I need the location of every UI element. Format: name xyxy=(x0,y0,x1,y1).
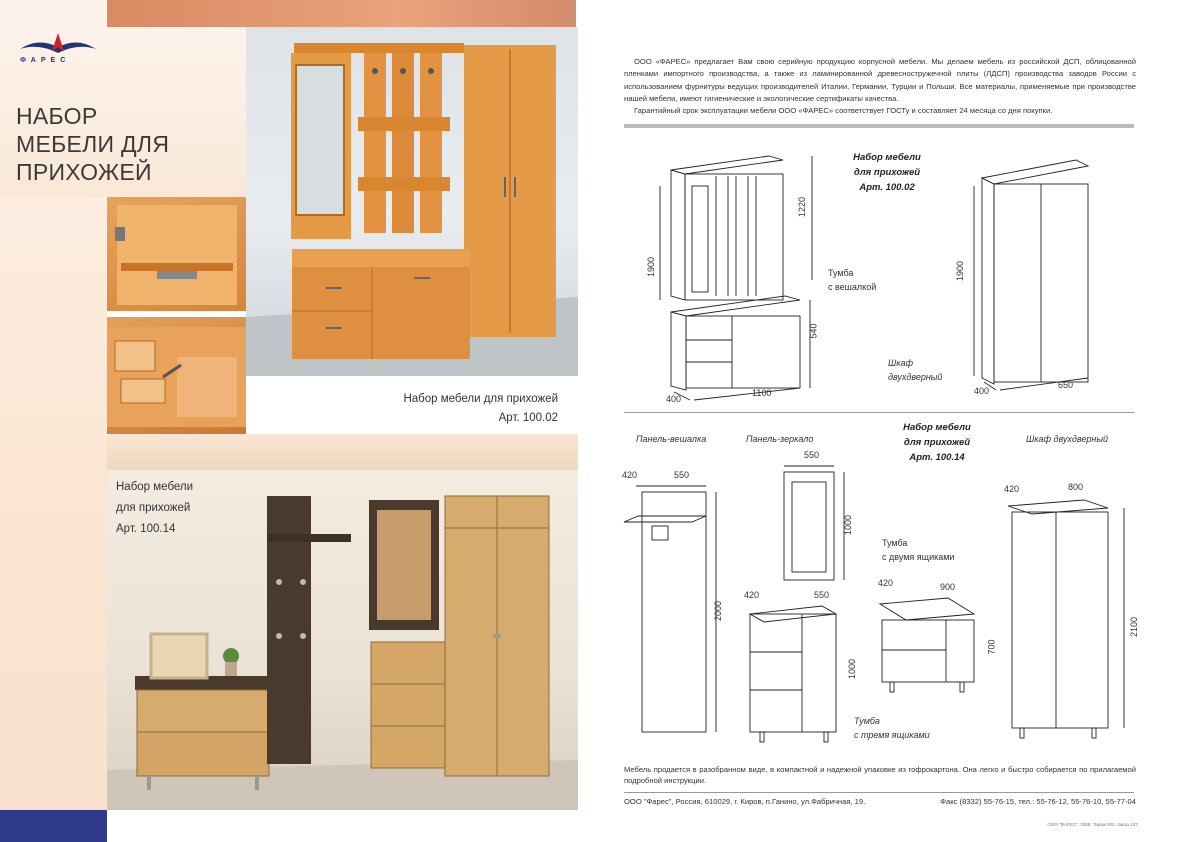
dim-1100: 1100 xyxy=(752,388,772,398)
footer-address: ООО "Фарес", Россия, 610029, г. Киров, п.Ганино, ул.Фабричная, 19. xyxy=(624,797,866,806)
caption-line: Набор мебели для прихожей xyxy=(403,393,558,405)
label-line: Тумба xyxy=(882,538,908,548)
imprint: ООО "ФАРЕС". 2008. Тираж 500. Заказ 247. xyxy=(1047,822,1139,827)
dim-400-wardrobe: 400 xyxy=(974,386,990,396)
dim-tumba3-550: 550 xyxy=(814,590,830,600)
dim-wardrobe-2100: 2100 xyxy=(1129,616,1140,638)
dim-tumba3-1000: 1000 xyxy=(847,658,858,680)
caption-line: Арт. 100.14 xyxy=(116,523,176,535)
label-tumba-s-veshalkoi xyxy=(828,266,876,294)
page-title-line: НАБОР xyxy=(16,103,98,129)
dim-400-tumba: 400 xyxy=(666,394,682,404)
logo-text: ФАРЕС xyxy=(20,57,71,64)
footer-note: Мебель продается в разобранном виде, в компактной и надежной упаковке из гофрокартона. Она легко и быстро собирается по прилагаемой подробной инструкции. xyxy=(624,765,1136,785)
dim-1220: 1220 xyxy=(797,196,808,218)
dim-panel-2000: 2000 xyxy=(713,600,724,622)
dim-mirror-550: 550 xyxy=(804,450,820,460)
title-line: Арт. 100.14 xyxy=(909,452,965,463)
label-line: с двумя ящиками xyxy=(882,552,955,562)
label-panel-veshalka: Панель-вешалка xyxy=(636,434,707,444)
label-line: Тумба xyxy=(854,716,880,726)
label-line: Шкаф xyxy=(888,358,914,368)
dim-wardrobe-800: 800 xyxy=(1068,482,1084,492)
middle-color-band xyxy=(107,434,578,470)
drawing-set-100-14 xyxy=(624,466,1124,742)
hallway-set-illustration xyxy=(246,27,578,376)
caption-set-100-14 xyxy=(116,477,193,540)
title-line: Набор мебели xyxy=(903,422,971,433)
footer-phones: Факс (8332) 55-76-15, тел.: 55-76-12, 55-76-10, 55-77-04 xyxy=(940,797,1136,806)
label-line: с тремя ящиками xyxy=(854,730,930,740)
dim-1900-hanger: 1900 xyxy=(646,256,657,278)
label-shkaf-dvukhdvernyi-2: Шкаф двухдверный xyxy=(1026,434,1108,444)
caption-line: для прихожей xyxy=(116,502,191,514)
label-tumba-dva-yashchika xyxy=(882,536,954,564)
caption-area-1 xyxy=(246,376,578,434)
set-100-02-title xyxy=(832,150,942,195)
intro-paragraph: ООО «ФАРЕС» предлагает Вам свою серийную продукцию корпусной мебели. Мы делаем мебель из российской ДСП, облицованной пленками импортного производства, а также из ламинированной древесностружечной плиты (ЛДСП) производства заводов России с использованием фурнитуры ведущих производителей Италии, Германии, Турции и Польши. Все материалы, применяемые при производстве нашей мебели, имеют гигиенические и экологические сертификаты качества. xyxy=(624,57,1136,103)
title-line: для прихожей xyxy=(853,167,921,178)
caption-line: Арт. 100.02 xyxy=(498,412,558,424)
dim-wardrobe-420: 420 xyxy=(1004,484,1020,494)
photo-set-100-02 xyxy=(246,27,578,376)
label-shkaf-dvukhdvernyi xyxy=(888,356,942,384)
dim-1900-wardrobe: 1900 xyxy=(955,260,966,282)
detail-photo-drawers xyxy=(107,317,246,434)
detail-photo-shelf xyxy=(107,197,246,314)
label-panel-zerkalo: Панель-зеркало xyxy=(746,434,814,444)
page-title-line: МЕБЕЛИ ДЛЯ xyxy=(16,131,170,157)
title-line: для прихожей xyxy=(903,437,971,448)
shelf-detail-illustration xyxy=(107,197,246,311)
label-line: Тумба xyxy=(828,268,854,278)
dim-tumba3-420: 420 xyxy=(744,590,760,600)
bottom-blue-band xyxy=(0,810,107,842)
title-line: Набор мебели xyxy=(853,152,921,163)
label-line: двухдверный xyxy=(888,372,943,382)
dim-panel-420: 420 xyxy=(622,470,638,480)
dim-650: 650 xyxy=(1058,380,1074,390)
title-line: Арт. 100.02 xyxy=(859,182,915,193)
set-100-14-title xyxy=(882,420,992,465)
caption-set-100-02 xyxy=(403,390,558,428)
section-divider-bottom xyxy=(624,792,1134,793)
dim-tumba2-420: 420 xyxy=(878,578,894,588)
right-page xyxy=(596,0,1191,842)
footer-contacts xyxy=(624,797,1136,806)
top-color-band xyxy=(107,0,596,27)
dim-tumba2-700: 700 xyxy=(986,639,997,655)
page-title-line: ПРИХОЖЕЙ xyxy=(16,159,152,185)
page-title xyxy=(16,102,169,186)
label-tumba-tri-yashchika xyxy=(854,714,930,742)
section-divider-middle xyxy=(624,412,1134,413)
caption-line: Набор мебели xyxy=(116,481,194,493)
drawer-detail-illustration xyxy=(107,317,246,434)
dim-tumba2-900: 900 xyxy=(940,582,956,592)
label-line: с вешалкой xyxy=(828,282,877,292)
dim-panel-550: 550 xyxy=(674,470,690,480)
warranty-paragraph: Гарантийный срок эксплуатации мебели ООО «ФАРЕС» соответствует ГОСТу и составляет 24 месяца со дня покупки. xyxy=(634,106,1053,116)
dim-540: 540 xyxy=(808,323,819,339)
dim-mirror-1000: 1000 xyxy=(843,514,854,536)
top-band-gap xyxy=(576,0,596,27)
